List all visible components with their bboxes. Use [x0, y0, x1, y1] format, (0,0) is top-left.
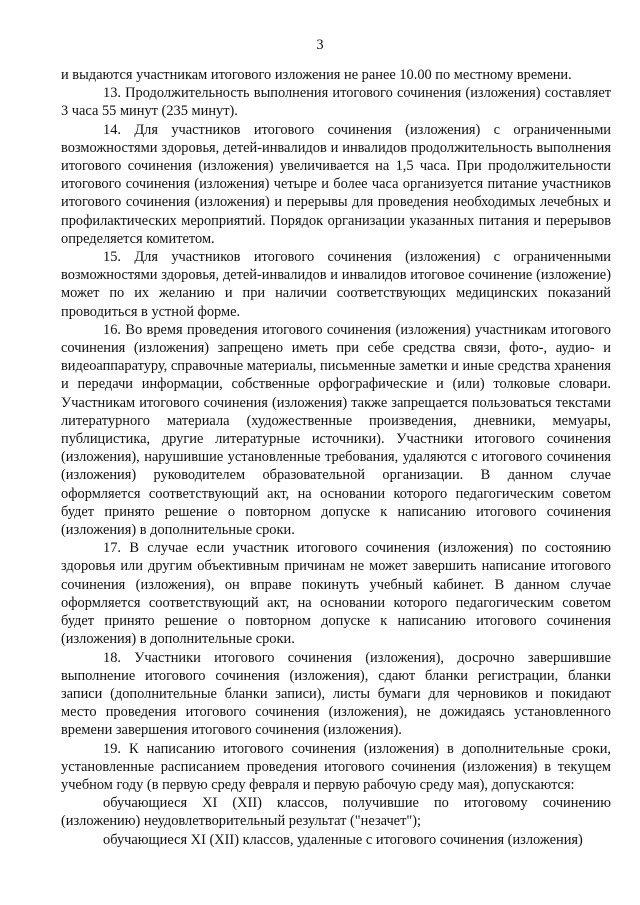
- paragraph-15: 15. Для участников итогового сочинения (изложения) с ограниченными возможностями здоровья, детей-инвалидов и инвалидов итоговое сочинение (изложение) может по их желанию и при наличии соответствующих медицинских показаний проводиться в устной форме.: [61, 249, 611, 320]
- paragraph-18: 18. Участники итогового сочинения (изложения), досрочно завершившие выполнение итогового сочинения (изложения), сдают бланки регистрации, бланки записи (дополнительные бланки записи), листы бумаги для черновиков и покидают место проведения итогового сочинения (изложения), не дожидаясь установленного времени завершения итогового сочинения (изложения).: [61, 649, 611, 739]
- document-body: [61, 66, 611, 849]
- paragraph-16: 16. Во время проведения итогового сочинения (изложения) участникам итогового сочинения (изложения) запрещено иметь при себе средства связи, фото-, аудио- и видеоаппаратуру, справочные материалы, письменные заметки и иные средства хранения и передачи информации, собственные орфографические и (или) толковые словари. Участникам итогового сочинения (изложения) также запрещается пользоваться текстами литературного материала (художественные произведения, дневники, мемуары, публицистика, другие литературные источники). Участники итогового сочинения (изложения), нарушившие установленные требования, удаляются с итогового сочинения (изложения) руководителем образовательной организации. В данном случае оформляется соответствующий акт, на основании которого педагогическим советом будет принято решение о повторном допуске к написанию итогового сочинения (изложения) в дополнительные сроки.: [61, 321, 611, 539]
- paragraph-13: 13. Продолжительность выполнения итогового сочинения (изложения) составляет 3 часа 55 минут (235 минут).: [61, 85, 611, 120]
- paragraph-14: 14. Для участников итогового сочинения (изложения) с ограниченными возможностями здоровья, детей-инвалидов и инвалидов продолжительность выполнения итогового сочинения (изложения) увеличивается на 1,5 часа. При продолжительности итогового сочинения (изложения) четыре и более часа организуется питание участников итогового сочинения (изложения) и перерывы для проведения необходимых лечебных и профилактических мероприятий. Порядок организации указанных питания и перерывов определяется комитетом.: [61, 121, 611, 247]
- paragraph-17: 17. В случае если участник итогового сочинения (изложения) по состоянию здоровья или другим объективным причинам не может завершить написание итогового сочинения (изложения), он вправе покинуть учебный кабинет. В данном случае оформляется соответствующий акт, на основании которого педагогическим советом будет принято решение о повторном допуске к написанию итогового сочинения (изложения) в дополнительные сроки.: [61, 540, 611, 648]
- list-item-failed-students: обучающиеся XI (XII) классов, получившие по итоговому сочинению (изложению) неудовлетворительный результат ("незачет");: [61, 795, 611, 830]
- paragraph-19: 19. К написанию итогового сочинения (изложения) в дополнительные сроки, установленные расписанием проведения итогового сочинения (изложения) в текущем учебном году (в первую среду февраля и первую рабочую среду мая), допускаются:: [61, 740, 611, 793]
- paragraph-continuation: и выдаются участникам итогового изложения не ранее 10.00 по местному времени.: [61, 67, 572, 83]
- page-number: 3: [316, 37, 324, 53]
- list-item-removed-students: обучающиеся XI (XII) классов, удаленные с итогового сочинения (изложения): [103, 831, 583, 848]
